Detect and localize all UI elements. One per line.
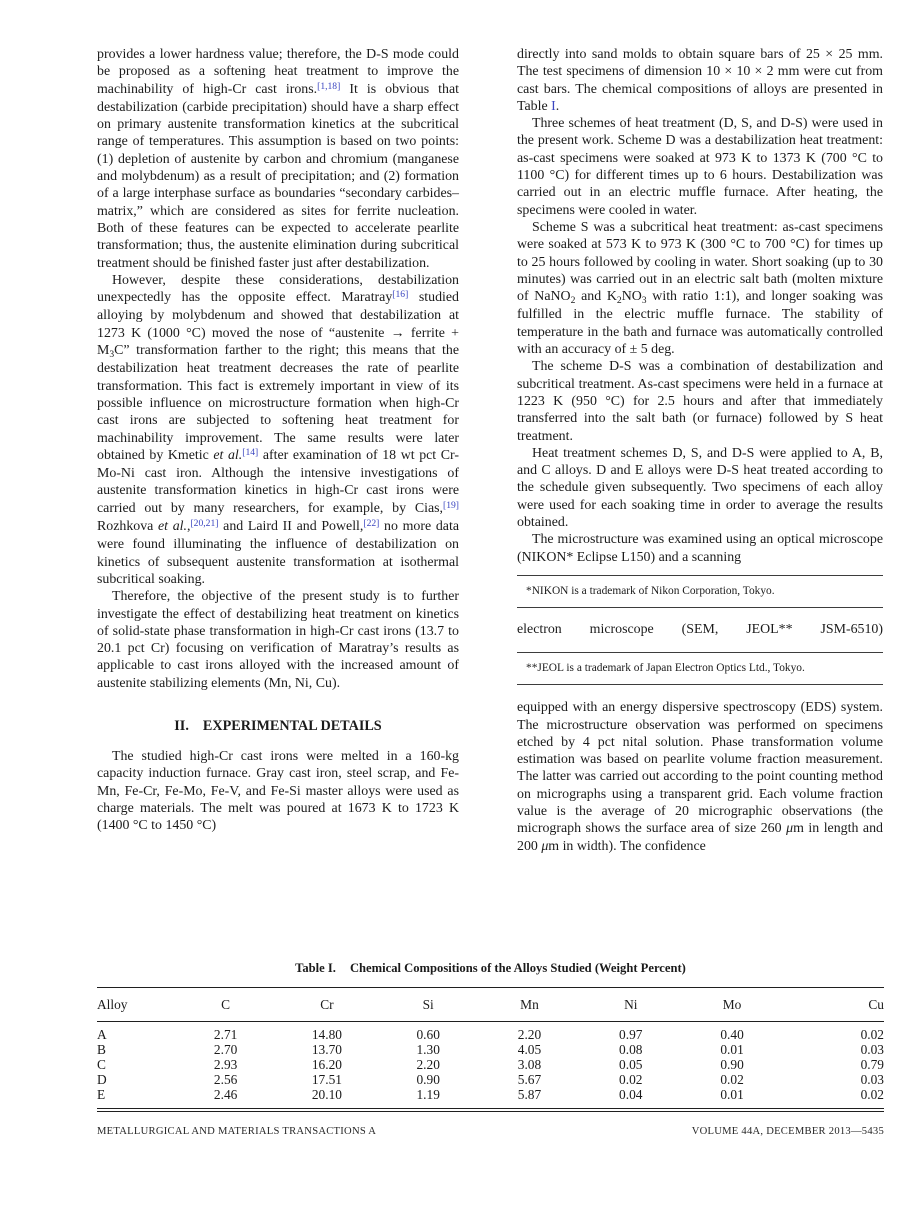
table-header-cell: Mn [479,988,580,1022]
body-paragraph [97,748,459,834]
journal-name: METALLURGICAL AND MATERIALS TRANSACTIONS A [97,1126,377,1137]
text-segment: m in width). The confidence [548,838,706,854]
table-cell: 0.02 [619,1072,643,1087]
table-cell: 5.87 [479,1087,580,1110]
table-cell: 0.90 [720,1057,744,1072]
table-row [97,1057,884,1072]
table-cell: 2.70 [213,1042,238,1057]
text-segment: et al. [213,447,243,463]
table-cell: 17.51 [311,1072,342,1087]
section-title: EXPERIMENTAL DETAILS [202,717,382,734]
text-segment: However, despite these considerations, destabilization unexpectedly has the opposite effect. Maratray [97,272,459,306]
text-segment: It is obvious that destabilization (carbide precipitation) should have a sharp effect on primary austenite transformation kinetics at the subcritical range of temperatures. This assumption is based on two points: (1) depletion of austenite by carbon and chromium (manganese and molybdenum) as a result of precipitation; and (2) formation of a large interphase surface as boundaries “secondary carbides–matrix,” which are considered as sites for ferrite nucleation. Both of these features can be expected to accelerate pearlite transformation; thus, the austenite elimination during subcritical treatment should be finished faster just after destabilization. [97,81,459,271]
text-segment: m in length and 200 [517,821,883,854]
text-segment: The scheme D-S was a combination of destabilization and subcritical treatment. As-cast specimens were held in a furnace at 1223 K (950 °C) for 2.5 hours and after that immediately transferred into the salt bath (or furnace) followed by S heat treatment. [517,359,883,444]
table-cell: 0.97 [619,1027,643,1042]
table-row [97,1022,884,1043]
table-row [97,1042,884,1057]
table-label: Table I. [295,961,336,975]
text-segment: μ [541,838,549,854]
table-cell: D [97,1072,107,1087]
text-segment: with ratio 1:1), and longer soaking was fulfilled in the electric muffle furnace. The stability of temperature in the bath and furnace was automatically controlled with an accuracy of ± 5 deg. [517,289,883,358]
text-segment: and K [575,289,617,305]
table-cell: 3.08 [517,1057,542,1072]
text-segment: 2 [570,295,576,307]
table-cell: 0.01 [681,1087,782,1110]
text-segment: after examination of 18 wt pct Cr-Mo-Ni cast iron. Although the intensive investigations of austenite transformation kinetics in high-Cr cast irons were carried out by many researchers, for example, by Cias, [97,447,459,516]
text-segment: The microstructure was examined using an optical microscope (NIKON* Eclipse L150) and a scanning [517,532,883,565]
table-header-cell: Ni [580,988,681,1022]
table-cell: 1.30 [416,1042,440,1057]
table-header-cell: Cu [783,988,884,1022]
table-row [97,1072,884,1087]
table-cell: 0.03 [860,1072,884,1087]
table-cell: 0.03 [860,1042,884,1057]
table-cell: 0.04 [580,1087,681,1110]
text-segment: 2 [616,295,622,307]
text-segment: Heat treatment schemes D, S, and D-S were applied to A, B, and C alloys. D and E alloys were D-S heat treated according to the schedule given subsequently. Two specimens of each alloy were used for each soaking time in order to average the results obtained. [517,445,883,531]
table-cell: 0.79 [860,1057,884,1072]
text-segment: electron microscope (SEM, JEOL** JSM-6510) [517,622,883,638]
footnote-nikon: *NIKON is a trademark of Nikon Corporation, Tokyo. [517,575,883,609]
chemical-compositions-table [97,987,884,1112]
body-paragraph [517,358,883,444]
table-header-cell: C [175,988,276,1022]
table-cell: A [97,1027,107,1042]
table-cell: 0.90 [416,1072,440,1087]
table-cell: 2.93 [213,1057,238,1072]
body-paragraph [97,46,459,272]
body-paragraph [517,46,883,115]
body-paragraph [517,531,883,566]
table-cell: 0.02 [783,1087,884,1110]
volume-page-info: VOLUME 44A, DECEMBER 2013—5435 [691,1126,884,1137]
text-segment: The studied high-Cr cast irons were melted in a 160-kg capacity induction furnace. Gray cast iron, steel scrap, and Fe-Mn, Fe-Cr, Fe-Mo, Fe-V, and Fe-Si master alloys were used as charge materials. The melt was poured at 1673 K to 1723 K (1400 °C to 1450 °C) [97,748,459,834]
table-cell: 0.60 [416,1027,440,1042]
table-cell: 2.20 [416,1057,440,1072]
table-cell: 1.19 [378,1087,479,1110]
text-segment: et al. [158,519,187,535]
table-cell: B [97,1042,106,1057]
table-header-cell: Cr [276,988,377,1022]
right-column [517,46,883,855]
text-segment: . [555,98,560,114]
table-section [97,961,884,1112]
text-segment: Rozhkova [97,519,159,535]
text-segment: 3 [641,295,647,307]
text-segment: and Laird II and Powell, [218,519,364,535]
text-segment: Therefore, the objective of the present study is to further investigate the effect of destabilizing heat treatment on kinetics of solid-state phase transformation in high-Cr cast irons (13.7 to 20.1 pct Cr) focusing on verification of Maratray’s results as applicable to cast irons alloyed with the increased amount of austenite stabilizing elements (Mn, Ni, Cu). [97,589,459,691]
citation-link[interactable]: [1,18] [317,80,341,92]
left-column [97,46,459,834]
table-cell: 13.70 [311,1042,342,1057]
table-header-cell: Alloy [97,988,175,1022]
table-caption: Chemical Compositions of the Alloys Studied (Weight Percent) [349,961,686,975]
table-title [97,961,884,976]
text-segment: no more data were found illuminating the influence of destabilization on kinetics of subsequent austenite transformation at isothermal subcritical soaking. [97,519,459,587]
body-paragraph [517,219,883,358]
table-cell: 20.10 [276,1087,377,1110]
section-number: II. [174,717,189,734]
table-body [97,1022,884,1111]
table-ref-link[interactable]: I [551,98,556,114]
table-cell: E [97,1087,175,1110]
citation-link[interactable]: [19] [443,499,459,511]
body-paragraph [517,699,883,855]
table-header-cell: Mo [681,988,782,1022]
citation-link[interactable]: [16] [392,289,409,301]
table-header-cell: Si [378,988,479,1022]
table-cell: 2.46 [175,1087,276,1110]
table-cell: 2.20 [517,1027,542,1042]
citation-link[interactable]: [14] [242,446,259,458]
table-cell: 5.67 [517,1072,542,1087]
text-segment: Three schemes of heat treatment (D, S, and D-S) were used in the present work. Scheme D was a destabilization heat treatment: as-cast specimens were soaked at 973 K to 1373 K (700 °C to 1100 °C) for different times up to 6 hours. Destabilization was carried out in an electric muffle furnace. After heating, the specimens were cooled in water. [517,116,883,218]
text-segment: provides a lower hardness value; therefore, the D-S mode could be proposed as a softening heat treatment to improve the machinability of high-Cr cast irons. [97,47,459,97]
text-segment: equipped with an energy dispersive spectroscopy (EDS) system. The microstructure observation was performed on specimens etched by 4 pct nital solution. Phase transformation volume estimation was based on pearlite volume fraction measurement. The latter was carried out according to the point counting method on micrographs using a transparent grid. Each volume fraction value is the average of 20 micrographic observations (the micrograph shows the surface area of size 260 [517,700,883,837]
text-segment: directly into sand molds to obtain square bars of 25 × 25 mm. The test specimens of dimension 10 × 10 × 2 mm were cut from cast bars. The chemical compositions of alloys are presented in Table [517,47,883,114]
section-heading [97,718,459,735]
citation-link[interactable]: [20,21] [190,518,219,530]
table-cell: 2.56 [213,1072,238,1087]
table-cell: 0.02 [720,1072,744,1087]
table-cell: 0.40 [720,1027,744,1042]
text-segment: C” transformation farther to the right; this means that the destabilization heat treatment decreases the rate of pearlite transformation. This fact is extremely important in view of its possible influence on microstructure formation when high-Cr cast irons are subjected to softening heat treatment for machinability improvement. The same results were later obtained by Kmetic [97,343,459,463]
table-cell: 0.08 [619,1042,643,1057]
body-paragraph [517,621,883,638]
body-paragraph [517,445,883,531]
table-row [97,1087,884,1110]
body-paragraph [97,272,459,588]
body-paragraph [517,115,883,219]
table-cell: 14.80 [311,1027,342,1042]
table-cell: 2.71 [213,1027,238,1042]
table-cell: 0.01 [720,1042,744,1057]
table-header-row [97,988,884,1022]
table-cell: C [97,1057,106,1072]
text-segment: NO [621,289,642,305]
table-cell: 4.05 [517,1042,542,1057]
text-segment: , [187,519,191,535]
table-cell: 16.20 [311,1057,342,1072]
page-footer [97,1126,884,1137]
citation-link[interactable]: [22] [363,518,380,530]
text-segment: μ [786,821,794,837]
table-cell: 0.05 [619,1057,643,1072]
text-segment: Scheme S was a subcritical heat treatment: as-cast specimens were soaked at 573 K to 973 K (300 °C to 700 °C) for times up to 25 hours followed by cooling in water. Short soaking (up to 30 minutes) was carried out in an electric salt bath (molten mixture of NaNO [517,219,883,305]
body-paragraph [97,588,459,692]
text-segment: 3 [109,349,115,361]
table-cell: 0.02 [860,1027,884,1042]
footnote-jeol: **JEOL is a trademark of Japan Electron Optics Ltd., Tokyo. [517,652,883,686]
text-segment: studied alloying by molybdenum and showed that destabilization at 1273 K (1000 °C) moved the nose of “austenite → ferrite + M [97,290,459,359]
